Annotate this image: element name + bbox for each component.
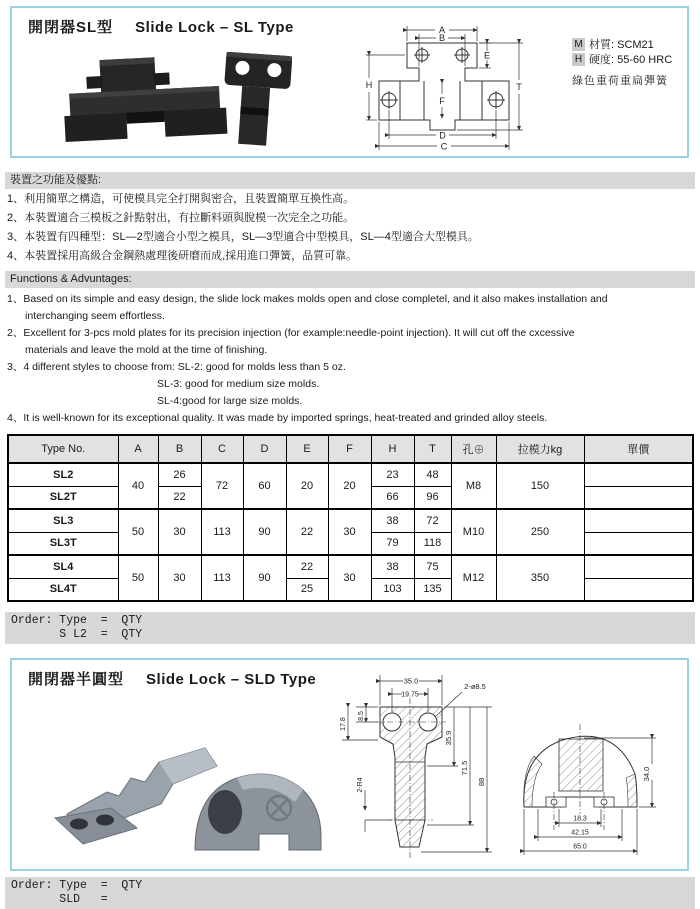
dim-label-T: T — [516, 82, 522, 92]
features-en-line: interchanging seem effortless. — [25, 310, 165, 322]
features-en-list — [7, 291, 699, 427]
cell: 38 — [371, 509, 414, 532]
cell-type: SL2T — [8, 486, 118, 509]
sl-dimension-drawing — [357, 20, 572, 160]
cell: 20 — [328, 463, 371, 509]
order-block-sl — [5, 612, 695, 644]
col-header: B — [158, 435, 201, 463]
cell: 66 — [371, 486, 414, 509]
features-zh-item: 2、本裝置適合三模板之針點射出，有拉斷料頭與脫模一次完全之功能。 — [7, 212, 355, 224]
dim-side-height: 34.0 — [642, 766, 651, 782]
dim-label-A: A — [438, 25, 446, 35]
cell: 50 — [118, 509, 158, 555]
cell: 113 — [201, 509, 243, 555]
features-en-line: SL-4:good for large size molds. — [157, 395, 303, 407]
dim-h1: 8.5 — [358, 711, 365, 721]
col-header: Type No. — [8, 435, 118, 463]
dim-label-E: E — [483, 50, 491, 61]
cell: 23 — [371, 463, 414, 486]
dim-side-w3: 65.0 — [573, 843, 587, 851]
sld-title-zh: 開閉器半圓型 — [28, 671, 125, 688]
features-en-line: 1、Based on its simple and easy design, the slide lock makes molds open and close completel, and it also makes installation and — [7, 293, 608, 305]
hardness-badge: H — [572, 53, 585, 66]
cell: 103 — [371, 578, 414, 601]
cell: 30 — [328, 509, 371, 555]
order-block-sld — [5, 877, 695, 909]
cell: 22 — [286, 509, 328, 555]
cell: 118 — [414, 532, 451, 555]
spec-table — [7, 434, 694, 602]
cell: 96 — [414, 486, 451, 509]
table-row — [8, 509, 693, 532]
col-header: H — [371, 435, 414, 463]
cell: 26 — [158, 463, 201, 486]
cell: 90 — [243, 555, 286, 601]
spec-table-header-row — [8, 435, 693, 463]
cell: 79 — [371, 532, 414, 555]
col-header: 孔⊕ — [451, 435, 496, 463]
cell: 30 — [158, 509, 201, 555]
features-en-line: SL-3: good for medium size molds. — [157, 378, 320, 390]
cell: 250 — [496, 509, 584, 555]
cell: 75 — [414, 555, 451, 578]
cell-price-empty — [584, 532, 693, 555]
col-header: 單價 — [584, 435, 693, 463]
cell: 22 — [286, 555, 328, 578]
dim-side-w1: 18.3 — [573, 815, 587, 823]
col-header: E — [286, 435, 328, 463]
order-line: S L2 = QTY — [11, 628, 143, 641]
cell-price-empty — [584, 486, 693, 509]
sld-side-drawing — [504, 712, 684, 864]
spring-note: 綠色重荷重扁彈簧 — [572, 75, 668, 87]
sl-part-left — [61, 54, 227, 142]
cell: 72 — [201, 463, 243, 509]
features-zh-item: 3、本裝置有四種型：SL—2型適合小型之模具，SL—3型適合中型模具，SL—4型適合大型模具。 — [7, 231, 479, 243]
features-en-line: 4、It is well-known for its exceptional quality. It was made by imported springs, heat-treated and grinded alloy steels. — [7, 412, 548, 424]
features-zh-header: 裝置之功能及優點: — [5, 172, 695, 189]
cell: 30 — [158, 555, 201, 601]
features-zh-item: 1、利用簡單之構造，可使模具完全打開與密合，且裝置簡單互換性高。 — [7, 193, 355, 205]
material-text: 材質: SCM21 — [589, 39, 654, 51]
dim-label-F: F — [439, 96, 445, 106]
dim-radius: 2-R4 — [357, 777, 364, 793]
cell: 150 — [496, 463, 584, 509]
cell: M8 — [451, 463, 496, 509]
sld-product-photo — [37, 722, 337, 867]
col-header: A — [118, 435, 158, 463]
dim-label-D: D — [439, 130, 446, 141]
dim-d3: 88 — [477, 777, 486, 787]
features-zh-item: 4、本裝置採用高級合金鋼熱處理後研磨而成,採用進口彈簧，品質可靠。 — [7, 250, 358, 262]
material-info — [572, 38, 672, 89]
material-line — [572, 38, 672, 53]
sl-title-en: Slide Lock – SL Type — [135, 19, 294, 36]
col-header: 拉模力kg — [496, 435, 584, 463]
sl-part-right — [220, 52, 292, 147]
dim-label-H: H — [365, 80, 373, 90]
col-header: F — [328, 435, 371, 463]
dim-label-C: C — [440, 141, 448, 152]
cell: 90 — [243, 509, 286, 555]
cell: 135 — [414, 578, 451, 601]
col-header: T — [414, 435, 451, 463]
dim-holes: 2-ø8.5 — [464, 682, 486, 691]
cell: 30 — [328, 555, 371, 601]
cell: 50 — [118, 555, 158, 601]
sld-part-dome — [195, 774, 321, 850]
dim-hole-span: 19.75 — [401, 691, 419, 699]
cell-type: SL3T — [8, 532, 118, 555]
features-en-line: materials and leave the mold at the time of finishing. — [25, 344, 268, 356]
col-header: C — [201, 435, 243, 463]
cell-type: SL3 — [8, 509, 118, 532]
cell: 40 — [118, 463, 158, 509]
sl-type-section — [10, 6, 689, 158]
cell: 48 — [414, 463, 451, 486]
cell-type: SL4T — [8, 578, 118, 601]
cell: 20 — [286, 463, 328, 509]
cell: 72 — [414, 509, 451, 532]
sl-section-title — [12, 8, 687, 37]
dim-side-w2: 42.15 — [571, 829, 589, 837]
hardness-line — [572, 53, 672, 68]
sl-title-zh: 開閉器SL型 — [28, 19, 114, 36]
cell: 350 — [496, 555, 584, 601]
cell-price-empty — [584, 463, 693, 486]
dim-h2: 17.8 — [340, 717, 347, 731]
dim-d2: 71.5 — [460, 760, 469, 776]
sld-type-section — [10, 658, 689, 871]
hardness-text: 硬度: 55-60 HRC — [589, 54, 673, 66]
cell-type: SL2 — [8, 463, 118, 486]
cell-price-empty — [584, 555, 693, 578]
features-zh-list — [7, 190, 699, 266]
dim-d1: 35.9 — [444, 730, 453, 746]
table-row — [8, 555, 693, 578]
cell: M12 — [451, 555, 496, 601]
order-line: Order: Type = QTY — [11, 879, 143, 892]
cell-price-empty — [584, 509, 693, 532]
cell: M10 — [451, 509, 496, 555]
cell-price-empty — [584, 578, 693, 601]
sld-part-bar — [55, 748, 217, 844]
cell: 22 — [158, 486, 201, 509]
cell: 25 — [286, 578, 328, 601]
cell: 60 — [243, 463, 286, 509]
cell-type: SL4 — [8, 555, 118, 578]
cell: 113 — [201, 555, 243, 601]
cell: 38 — [371, 555, 414, 578]
dim-top-width: 35.0 — [403, 676, 419, 686]
dim-label-B: B — [438, 33, 446, 43]
features-en-line: 2、Excellent for 3-pcs mold plates for its precision injection (for example:needle-point injection). It will cut off the cxcessive — [7, 327, 575, 339]
features-en-line: 3、4 different styles to choose from: SL-2: good for molds less than 5 oz. — [7, 361, 346, 373]
order-line: SLD = — [11, 893, 108, 906]
sld-front-drawing — [332, 662, 507, 869]
table-row — [8, 463, 693, 486]
sl-product-photo — [42, 48, 292, 153]
col-header: D — [243, 435, 286, 463]
order-line: Order: Type = QTY — [11, 614, 143, 627]
sld-title-en: Slide Lock – SLD Type — [146, 671, 317, 688]
features-en-header: Functions & Advuntages: — [5, 271, 695, 288]
material-badge: M — [572, 38, 585, 51]
